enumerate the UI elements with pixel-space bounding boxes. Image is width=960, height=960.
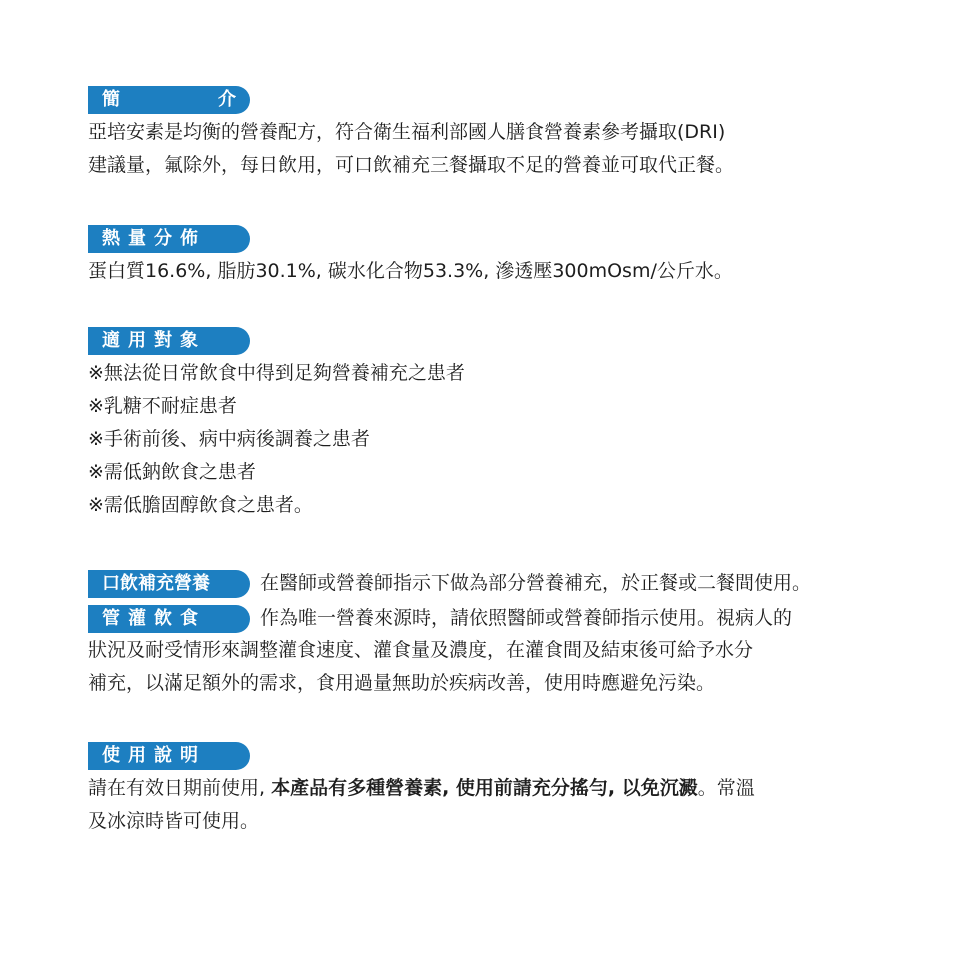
target-item: ※手術前後、病中病後調養之患者 [88, 428, 370, 450]
intro-badge-char-a: 簡 [102, 89, 120, 110]
tube-badge: 管灌飲食 [88, 605, 250, 633]
intro-line: 亞培安素是均衡的營養配方，符合衛生福利部國人膳食營養素參考攝取(DRI) [88, 121, 726, 143]
oral-badge: 口飲補充營養 [88, 570, 250, 598]
intro-text [88, 116, 888, 182]
usage-modes-section [88, 566, 888, 700]
target-item: ※乳糖不耐症患者 [88, 395, 237, 417]
oral-row [88, 566, 888, 599]
tube-row [88, 601, 888, 634]
instructions-section [88, 742, 888, 838]
tube-continuation [88, 634, 888, 700]
energy-text [88, 255, 888, 288]
target-section [88, 327, 888, 522]
energy-badge: 熱量分佈 [88, 225, 250, 253]
intro-badge [88, 86, 250, 114]
instructions-emphasis: 本產品有多種營養素, 使用前請充分搖勻, 以免沉澱 [271, 777, 698, 799]
intro-badge-char-b: 介 [218, 89, 236, 110]
instructions-part: 請在有效日期前使用, [88, 777, 272, 799]
energy-line: 蛋白質16.6%, 脂肪30.1%, 碳水化合物53.3%, 滲透壓300mOsm/公斤水。 [88, 260, 733, 282]
instructions-part: 。常溫 [697, 777, 755, 799]
instructions-line: 及冰涼時皆可使用。 [88, 810, 260, 832]
instructions-badge: 使用說明 [88, 742, 250, 770]
target-item: ※無法從日常飲食中得到足夠營養補充之患者 [88, 362, 465, 384]
energy-section [88, 225, 888, 288]
instructions-text [88, 772, 888, 838]
target-badge: 適用對象 [88, 327, 250, 355]
intro-section [88, 86, 888, 182]
intro-line: 建議量，氟除外，每日飲用，可口飲補充三餐攝取不足的營養並可取代正餐。 [88, 154, 735, 176]
oral-text: 在醫師或營養師指示下做為部分營養補充，於正餐或二餐間使用。 [260, 572, 812, 594]
tube-text: 作為唯一營養來源時，請依照醫師或營養師指示使用。視病人的 [260, 607, 793, 629]
instructions-line [88, 772, 888, 805]
target-item: ※需低鈉飲食之患者 [88, 461, 256, 483]
target-list [88, 357, 888, 522]
target-item: ※需低膽固醇飲食之患者。 [88, 494, 313, 516]
tube-line: 補充，以滿足額外的需求，食用過量無助於疾病改善，使用時應避免污染。 [88, 672, 716, 694]
tube-line: 狀況及耐受情形來調整灌食速度、灌食量及濃度，在灌食間及結束後可給予水分 [88, 639, 754, 661]
